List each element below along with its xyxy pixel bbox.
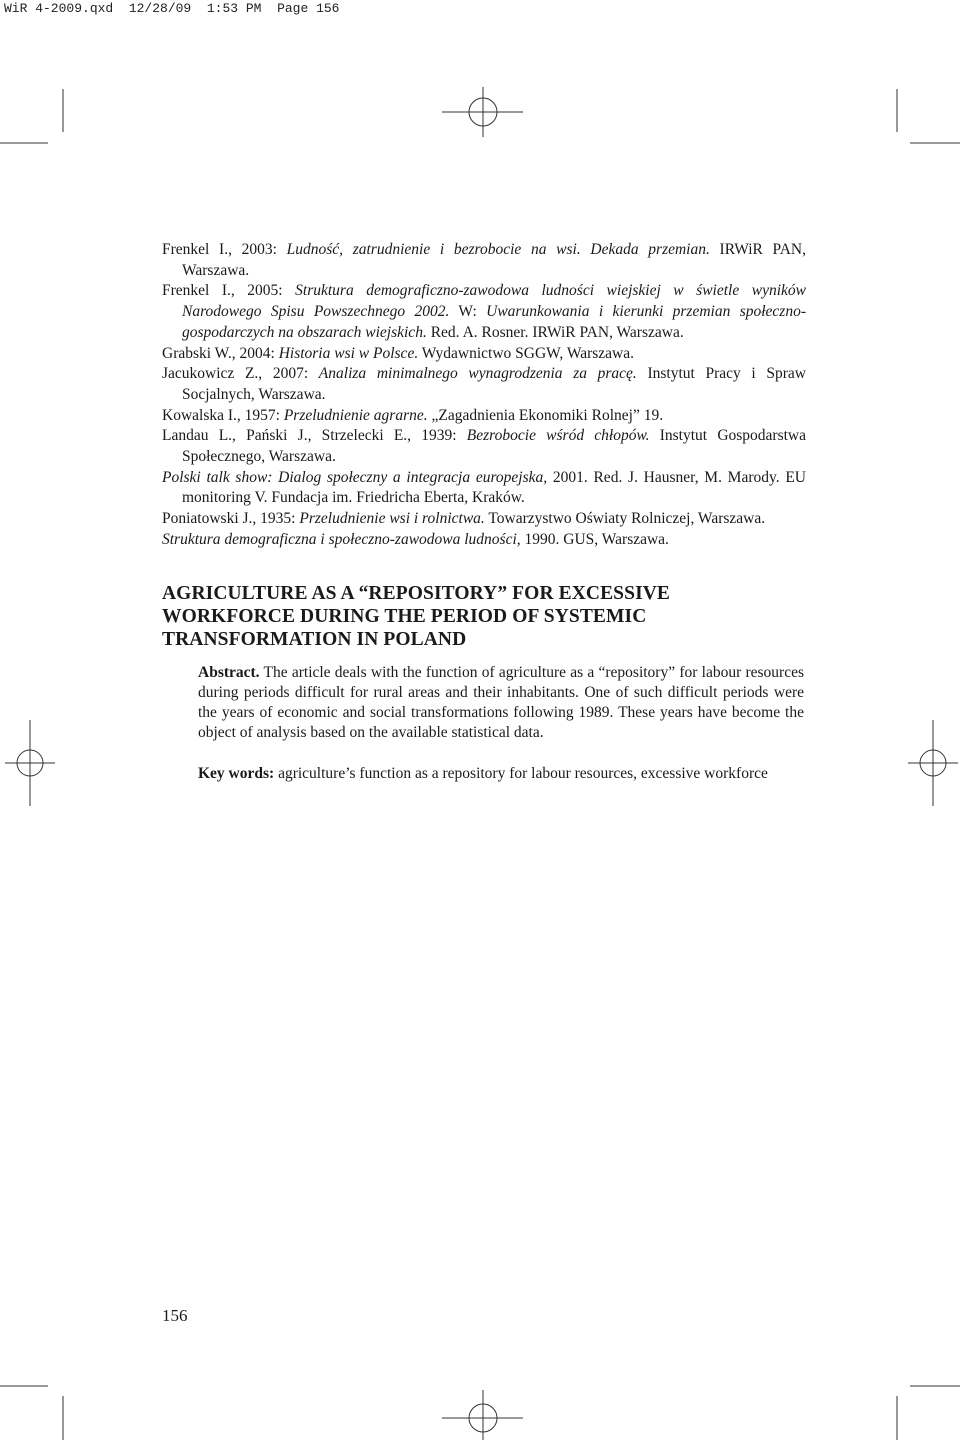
reference-text: W: bbox=[449, 303, 487, 321]
reference-title: Analiza minimalnego wynagrodzenia za pracę. bbox=[318, 365, 637, 383]
reference-entry bbox=[162, 426, 806, 467]
reference-title: Historia wsi w Polsce. bbox=[278, 344, 419, 362]
bibliography bbox=[162, 240, 806, 551]
reference-text: Towarzystwo Oświaty Rolniczej, Warszawa. bbox=[484, 510, 766, 528]
reference-entry bbox=[162, 530, 806, 551]
reference-text: Frenkel I., 2005: bbox=[162, 282, 296, 300]
slug-date: 12/28/09 bbox=[128, 1, 192, 16]
reference-text: Landau L., Pański J., Strzelecki E., 1939: bbox=[162, 427, 467, 445]
reference-text: IRWiR PAN, Warszawa. bbox=[182, 241, 806, 279]
slug-file: WiR 4-2009.qxd bbox=[4, 1, 114, 16]
reference-text: Kowalska I., 1957: bbox=[162, 406, 284, 424]
reference-title: Przeludnienie wsi i rolnictwa. bbox=[299, 510, 485, 528]
reference-title: Uwarunkowania i kierunki przemian społeczno-gospodarczych na obszarach wiejskich. bbox=[182, 303, 806, 341]
reference-text: Poniatowski J., 1935: bbox=[162, 510, 300, 528]
keywords bbox=[198, 764, 838, 784]
abstract-label: Abstract. bbox=[198, 664, 260, 681]
title-line: TRANSFORMATION IN POLAND bbox=[162, 629, 467, 650]
reference-text: Instytut Gospodarstwa Społecznego, Warszawa. bbox=[182, 427, 806, 466]
slug-time: 1:53 PM bbox=[206, 1, 262, 16]
reference-title: Struktura demograficzno-zawodowa ludności wiejskiej w świetle wyników Narodowego Spisu Powszechnego 2002. bbox=[182, 282, 806, 321]
reference-entry bbox=[162, 364, 806, 405]
title-line: WORKFORCE DURING THE PERIOD OF SYSTEMIC bbox=[162, 606, 647, 627]
reference-text: „Zagadnienia Ekonomiki Rolnej” 19. bbox=[427, 406, 664, 424]
reference-text: Red. A. Rosner. IRWiR PAN, Warszawa. bbox=[426, 323, 684, 341]
reference-entry bbox=[162, 406, 806, 427]
reference-text: Instytut Pracy i Spraw Socjalnych, Warszawa. bbox=[182, 365, 806, 403]
abstract-text: The article deals with the function of agriculture as a “repository” for labour resources during periods difficult for rural areas and their inhabitants. One of such difficult periods were the years of economic and social transformations following 1989. These years have become the object of analysis based on the available statistical data. bbox=[198, 664, 804, 741]
reference-text: 1990. GUS, Warszawa. bbox=[520, 530, 669, 548]
reference-title: Polski talk show: Dialog społeczny a integracja europejska, bbox=[162, 468, 548, 486]
reference-text: Jacukowicz Z., 2007: bbox=[162, 365, 319, 383]
reference-entry bbox=[162, 281, 806, 343]
reference-title: Przeludnienie agrarne. bbox=[283, 406, 428, 424]
keywords-text: agriculture’s function as a repository for labour resources, excessive workforce bbox=[274, 765, 768, 782]
reference-text: Wydawnictwo SGGW, Warszawa. bbox=[418, 344, 634, 362]
page-number: 156 bbox=[162, 1306, 188, 1325]
reference-entry bbox=[162, 240, 806, 281]
reference-entry bbox=[162, 468, 806, 509]
reference-text: Grabski W., 2004: bbox=[162, 344, 279, 362]
reference-title: Bezrobocie wśród chłopów. bbox=[466, 427, 650, 445]
reference-text: Frenkel I., 2003: bbox=[162, 241, 287, 258]
title-line: AGRICULTURE AS A “REPOSITORY” FOR EXCESSIVE bbox=[162, 583, 671, 604]
keywords-label: Key words: bbox=[198, 765, 275, 782]
reference-title: Ludność, zatrudnienie i bezrobocie na wsi. Dekada przemian. bbox=[286, 241, 710, 258]
abstract bbox=[198, 663, 804, 743]
reference-text: 2001. Red. J. Hausner, M. Marody. EU monitoring V. Fundacja im. Friedricha Eberta, Kraków. bbox=[182, 468, 806, 507]
article-title bbox=[162, 582, 802, 651]
slug-page: Page 156 bbox=[277, 1, 340, 16]
reference-entry bbox=[162, 344, 806, 365]
reference-title: Struktura demograficzna i społeczno-zawodowa ludności, bbox=[162, 530, 521, 548]
reference-entry bbox=[162, 509, 806, 530]
